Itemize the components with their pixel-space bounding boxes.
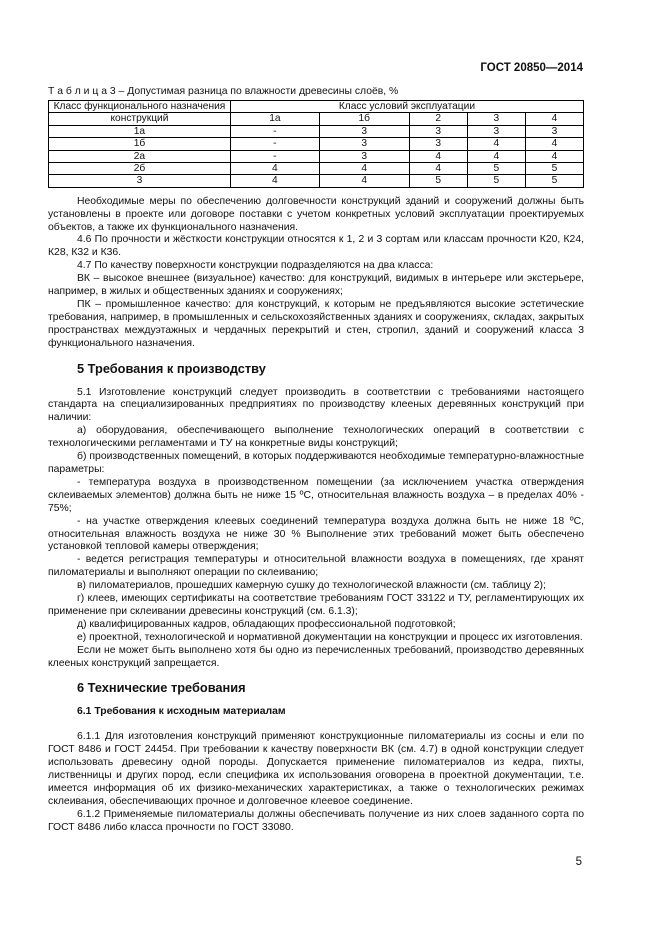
paragraph: ПК – промышленное качество: для конструкций, к которым не предъявляются высокие эстетические требования, например, в промышленных и сельскохозяйственных зданиях и сооружениях, складах, закрытых пространствах междуэтажных и чердачных перекрытий и стен, стропил, зданий и сооружений класса 3 функционального назначения. bbox=[48, 299, 584, 349]
paragraph: б) производственных помещений, в которых поддерживаются необходимые температурно-влажностные параметры: bbox=[48, 451, 584, 475]
subheader-cell: 1а bbox=[230, 113, 319, 125]
paragraph: е) проектной, технологической и нормативной документации на конструкции и процесс их изготовления. bbox=[77, 631, 583, 643]
paragraph: ВК – высокое внешнее (визуальное) качество: для конструкций, видимых в интерьере или экстерьере, например, в жилых и общественных зданиях и сооружениях; bbox=[48, 273, 584, 298]
document-header-number: ГОСТ 20850—2014 bbox=[480, 62, 583, 74]
table-cell: 3 bbox=[49, 175, 231, 187]
table-cell: 5 bbox=[467, 175, 525, 187]
table-cell: 4 bbox=[409, 150, 467, 162]
moisture-difference-table bbox=[48, 100, 584, 188]
table-cell: 2б bbox=[49, 162, 231, 174]
paragraph: - ведется регистрация температуры и относительной влажности воздуха в помещениях, где хранят пиломатериалы и выполняют операции по склеиванию; bbox=[48, 554, 584, 579]
table-cell: 1б bbox=[49, 138, 231, 150]
table-cell: 5 bbox=[467, 162, 525, 174]
paragraph: г) клеев, имеющих сертификаты на соответствие требованиям ГОСТ 33122 и ТУ, регламентирующих их применение при склеивании древесины конструкций (см. 6.1.3); bbox=[48, 593, 584, 617]
paragraph: Если не может быть выполнено хотя бы одно из перечисленных требований, производство деревянных клееных конструкций запрещается. bbox=[48, 644, 584, 669]
group-header: Класс условий эксплуатации bbox=[230, 100, 583, 112]
table-cell: 5 bbox=[525, 175, 583, 187]
table-cell: 5 bbox=[409, 175, 467, 187]
table-header-row bbox=[49, 100, 584, 112]
paragraph: 4.6 По прочности и жёсткости конструкции относятся к 1, 2 и 3 сортам или классам прочности К20, К24, К28, К32 и К36. bbox=[48, 234, 584, 259]
table-cell: 4 bbox=[525, 150, 583, 162]
page-number: 5 bbox=[575, 856, 582, 868]
table-cell: - bbox=[230, 125, 319, 137]
section-heading: 6 Технические требования bbox=[77, 680, 246, 696]
paragraph: 5.1 Изготовление конструкций следует производить в соответствии с требованиями настоящего стандарта на специализированных предприятиях по производству клееных деревянных конструкций при наличии: bbox=[48, 386, 584, 424]
table-cell: 3 bbox=[319, 138, 409, 150]
paragraph: в) пиломатериалов, прошедших камерную сушку до технологической влажности (см. таблицу 2); bbox=[77, 580, 546, 592]
paragraph: 6.1.1 Для изготовления конструкций применяют конструкционные пиломатериалы из сосны и ели по ГОСТ 8486 и ГОСТ 24454. При требовании к качеству поверхности ВК (см. 4.7) в одной конструкции следует использовать древесину одной породы. Допускается применение пиломатериалов из кедра, пихты, лиственницы и других пород, если специфика их использования оговорена в проектной документации, т.е. имеется информация об их физико-механических характеристиках, а также о технологических режимах склеивания, обеспечивающих прочное и долговечное клеевое соединение. bbox=[48, 731, 584, 807]
subheader-cell: 1б bbox=[319, 113, 409, 125]
table-cell: - bbox=[230, 138, 319, 150]
table-cell: 4 bbox=[230, 175, 319, 187]
table-cell: 3 bbox=[319, 150, 409, 162]
table-cell: 4 bbox=[409, 162, 467, 174]
paragraph: - на участке отверждения клеевых соединений температура воздуха должна быть не ниже 18 ºС, относительная влажность воздуха не ниже 30 % Выполнение этих требований может быть обеспечено установкой тепловой камеры отверждения; bbox=[48, 515, 584, 553]
table-cell: 3 bbox=[409, 138, 467, 150]
table-cell: 3 bbox=[409, 125, 467, 137]
subheader-cell: 3 bbox=[467, 113, 525, 125]
table-cell: 4 bbox=[230, 162, 319, 174]
table-row bbox=[49, 162, 584, 174]
table-cell: 4 bbox=[319, 162, 409, 174]
paragraph: Необходимые меры по обеспечению долговечности конструкций зданий и сооружений должны быть установлены в проекте или договоре поставки с учетом конкретных условий эксплуатации проектируемых объектов, а также их функционального назначения. bbox=[48, 195, 584, 233]
paragraph: а) оборудования, обеспечивающего выполнение технологических операций в соответствии с технологическими регламентами и ТУ на конкретные виды конструкций; bbox=[48, 425, 584, 450]
table-cell: - bbox=[230, 150, 319, 162]
table-row bbox=[49, 150, 584, 162]
subsection-heading: 6.1 Требования к исходным материалам bbox=[77, 706, 286, 718]
table-cell: 1а bbox=[49, 125, 231, 137]
table-cell: 3 bbox=[467, 125, 525, 137]
table-cell: 5 bbox=[525, 162, 583, 174]
table-cell: 4 bbox=[467, 150, 525, 162]
table-cell: 3 bbox=[319, 125, 409, 137]
table-cell: 4 bbox=[467, 138, 525, 150]
subheader-cell: 4 bbox=[525, 113, 583, 125]
paragraph: д) квалифицированных кадров, обладающих профессиональной подготовкой; bbox=[77, 618, 456, 630]
table-cell: 4 bbox=[525, 138, 583, 150]
table-row bbox=[49, 175, 584, 187]
table-subheader-row bbox=[49, 113, 584, 125]
table-row bbox=[49, 125, 584, 137]
col1-header-bottom: конструкций bbox=[49, 113, 231, 125]
page-content bbox=[48, 86, 584, 835]
table-cell: 4 bbox=[319, 175, 409, 187]
paragraph: 4.7 По качеству поверхности конструкции подразделяются на два класса: bbox=[77, 260, 434, 272]
table-caption: Т а б л и ц а 3 – Допустимая разница по влажности древесины слоёв, % bbox=[48, 86, 399, 97]
paragraph: 6.1.2 Применяемые пиломатериалы должны обеспечивать получение из них слоев заданного сорта по ГОСТ 8486 либо класса прочности по ГОСТ 33080. bbox=[48, 808, 584, 833]
table-cell: 2а bbox=[49, 150, 231, 162]
paragraph: - температура воздуха в производственном помещении (за исключением участка отверждения склеиваемых элементов) должна быть не ниже 15 ºС, относительная влажность воздуха – в пределах 40% - 75%; bbox=[48, 476, 584, 514]
table-cell: 3 bbox=[525, 125, 583, 137]
table-row bbox=[49, 138, 584, 150]
section-heading: 5 Требования к производству bbox=[77, 360, 266, 376]
col1-header-top: Класс функционального назначения bbox=[49, 100, 231, 112]
subheader-cell: 2 bbox=[409, 113, 467, 125]
